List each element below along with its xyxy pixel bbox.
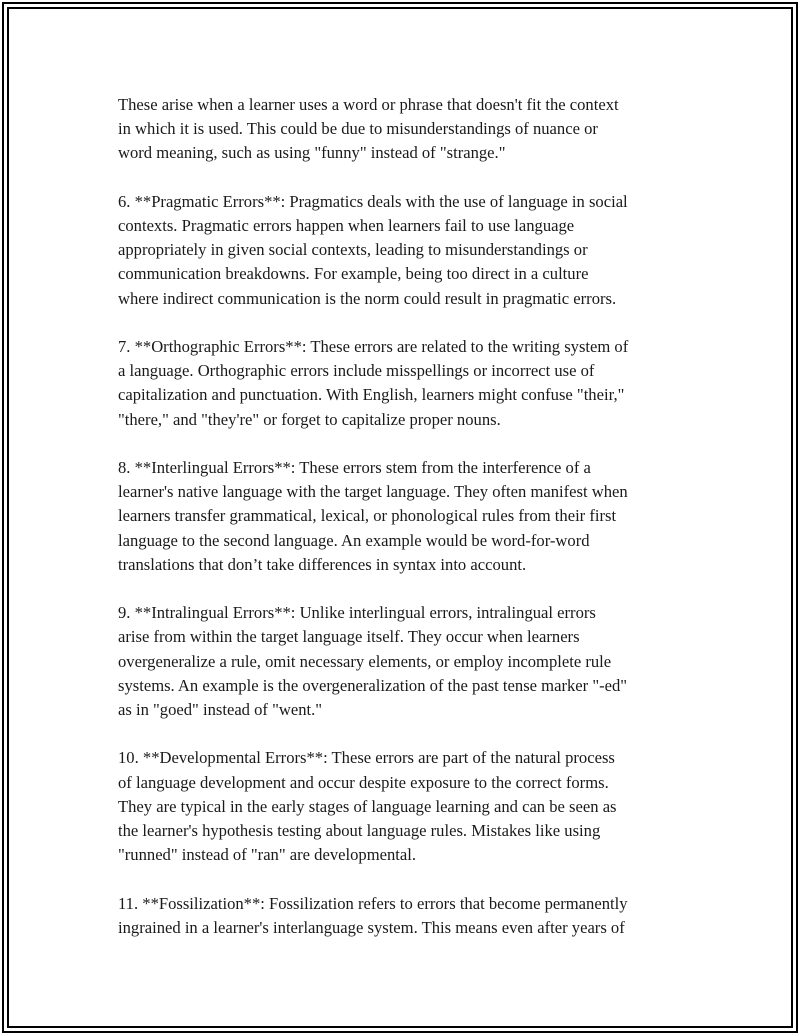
text-line: 10. **Developmental Errors**: These errors are part of the natural process [118, 748, 615, 768]
text-line: a language. Orthographic errors include misspellings or incorrect use of [118, 361, 595, 381]
text-line: These arise when a learner uses a word or phrase that doesn't fit the context [118, 95, 619, 114]
text-line: 8. **Interlingual Errors**: These errors stem from the interference of a [118, 458, 591, 477]
paragraph-fossilization [118, 892, 693, 940]
paragraph-pragmatic-errors [118, 190, 693, 311]
document-body [118, 93, 693, 964]
text-line: learners transfer grammatical, lexical, or phonological rules from their first [118, 506, 617, 526]
paragraph-interlingual-errors [118, 456, 693, 577]
paragraph-orthographic-errors [118, 335, 693, 432]
text-line: "there," and "they're" or forget to capitalize proper nouns. [118, 409, 501, 429]
text-line: as in "goed" instead of "went." [118, 700, 323, 720]
text-line: where indirect communication is the norm could result in pragmatic errors. [118, 288, 617, 308]
text-line: arise from within the target language itself. They occur when learners [118, 627, 580, 647]
text-line: word meaning, such as using "funny" instead of "strange." [118, 143, 506, 163]
text-line: They are typical in the early stages of language learning and can be seen as [118, 796, 617, 816]
text-line: communication breakdowns. For example, being too direct in a culture [118, 264, 589, 284]
text-line: capitalization and punctuation. With English, learners might confuse "their," [118, 385, 625, 405]
text-line: 7. **Orthographic Errors**: These errors are related to the writing system of [118, 337, 629, 356]
text-line: overgeneralize a rule, omit necessary elements, or employ incomplete rule [118, 651, 612, 671]
text-line: language to the second language. An example would be word-for-word [118, 530, 590, 550]
text-line: ingrained in a learner's interlanguage system. This means even after years of [118, 917, 625, 937]
paragraph-intralingual-errors [118, 601, 693, 722]
text-line: contexts. Pragmatic errors happen when learners fail to use language [118, 216, 575, 235]
text-line: the learner's hypothesis testing about language rules. Mistakes like using [118, 821, 601, 841]
text-line: translations that don’t take differences in syntax into account. [118, 554, 527, 574]
text-line: 6. **Pragmatic Errors**: Pragmatics deals with the use of language in social [118, 191, 628, 211]
text-line: systems. An example is the overgeneralization of the past tense marker "-ed" [118, 675, 628, 695]
text-line: in which it is used. This could be due to misunderstandings of nuance or [118, 119, 598, 139]
text-line: 9. **Intralingual Errors**: Unlike interlingual errors, intralingual errors [118, 603, 596, 623]
paragraph-lexical-errors-continued [118, 93, 693, 166]
paragraph-developmental-errors [118, 746, 693, 867]
text-line: learner's native language with the target language. They often manifest when [118, 482, 628, 502]
text-line: of language development and occur despite exposure to the correct forms. [118, 772, 609, 792]
text-line: 11. **Fossilization**: Fossilization refers to errors that become permanently [118, 893, 628, 913]
text-line: "runned" instead of "ran" are developmental. [118, 845, 417, 865]
text-line: appropriately in given social contexts, leading to misunderstandings or [118, 240, 588, 260]
